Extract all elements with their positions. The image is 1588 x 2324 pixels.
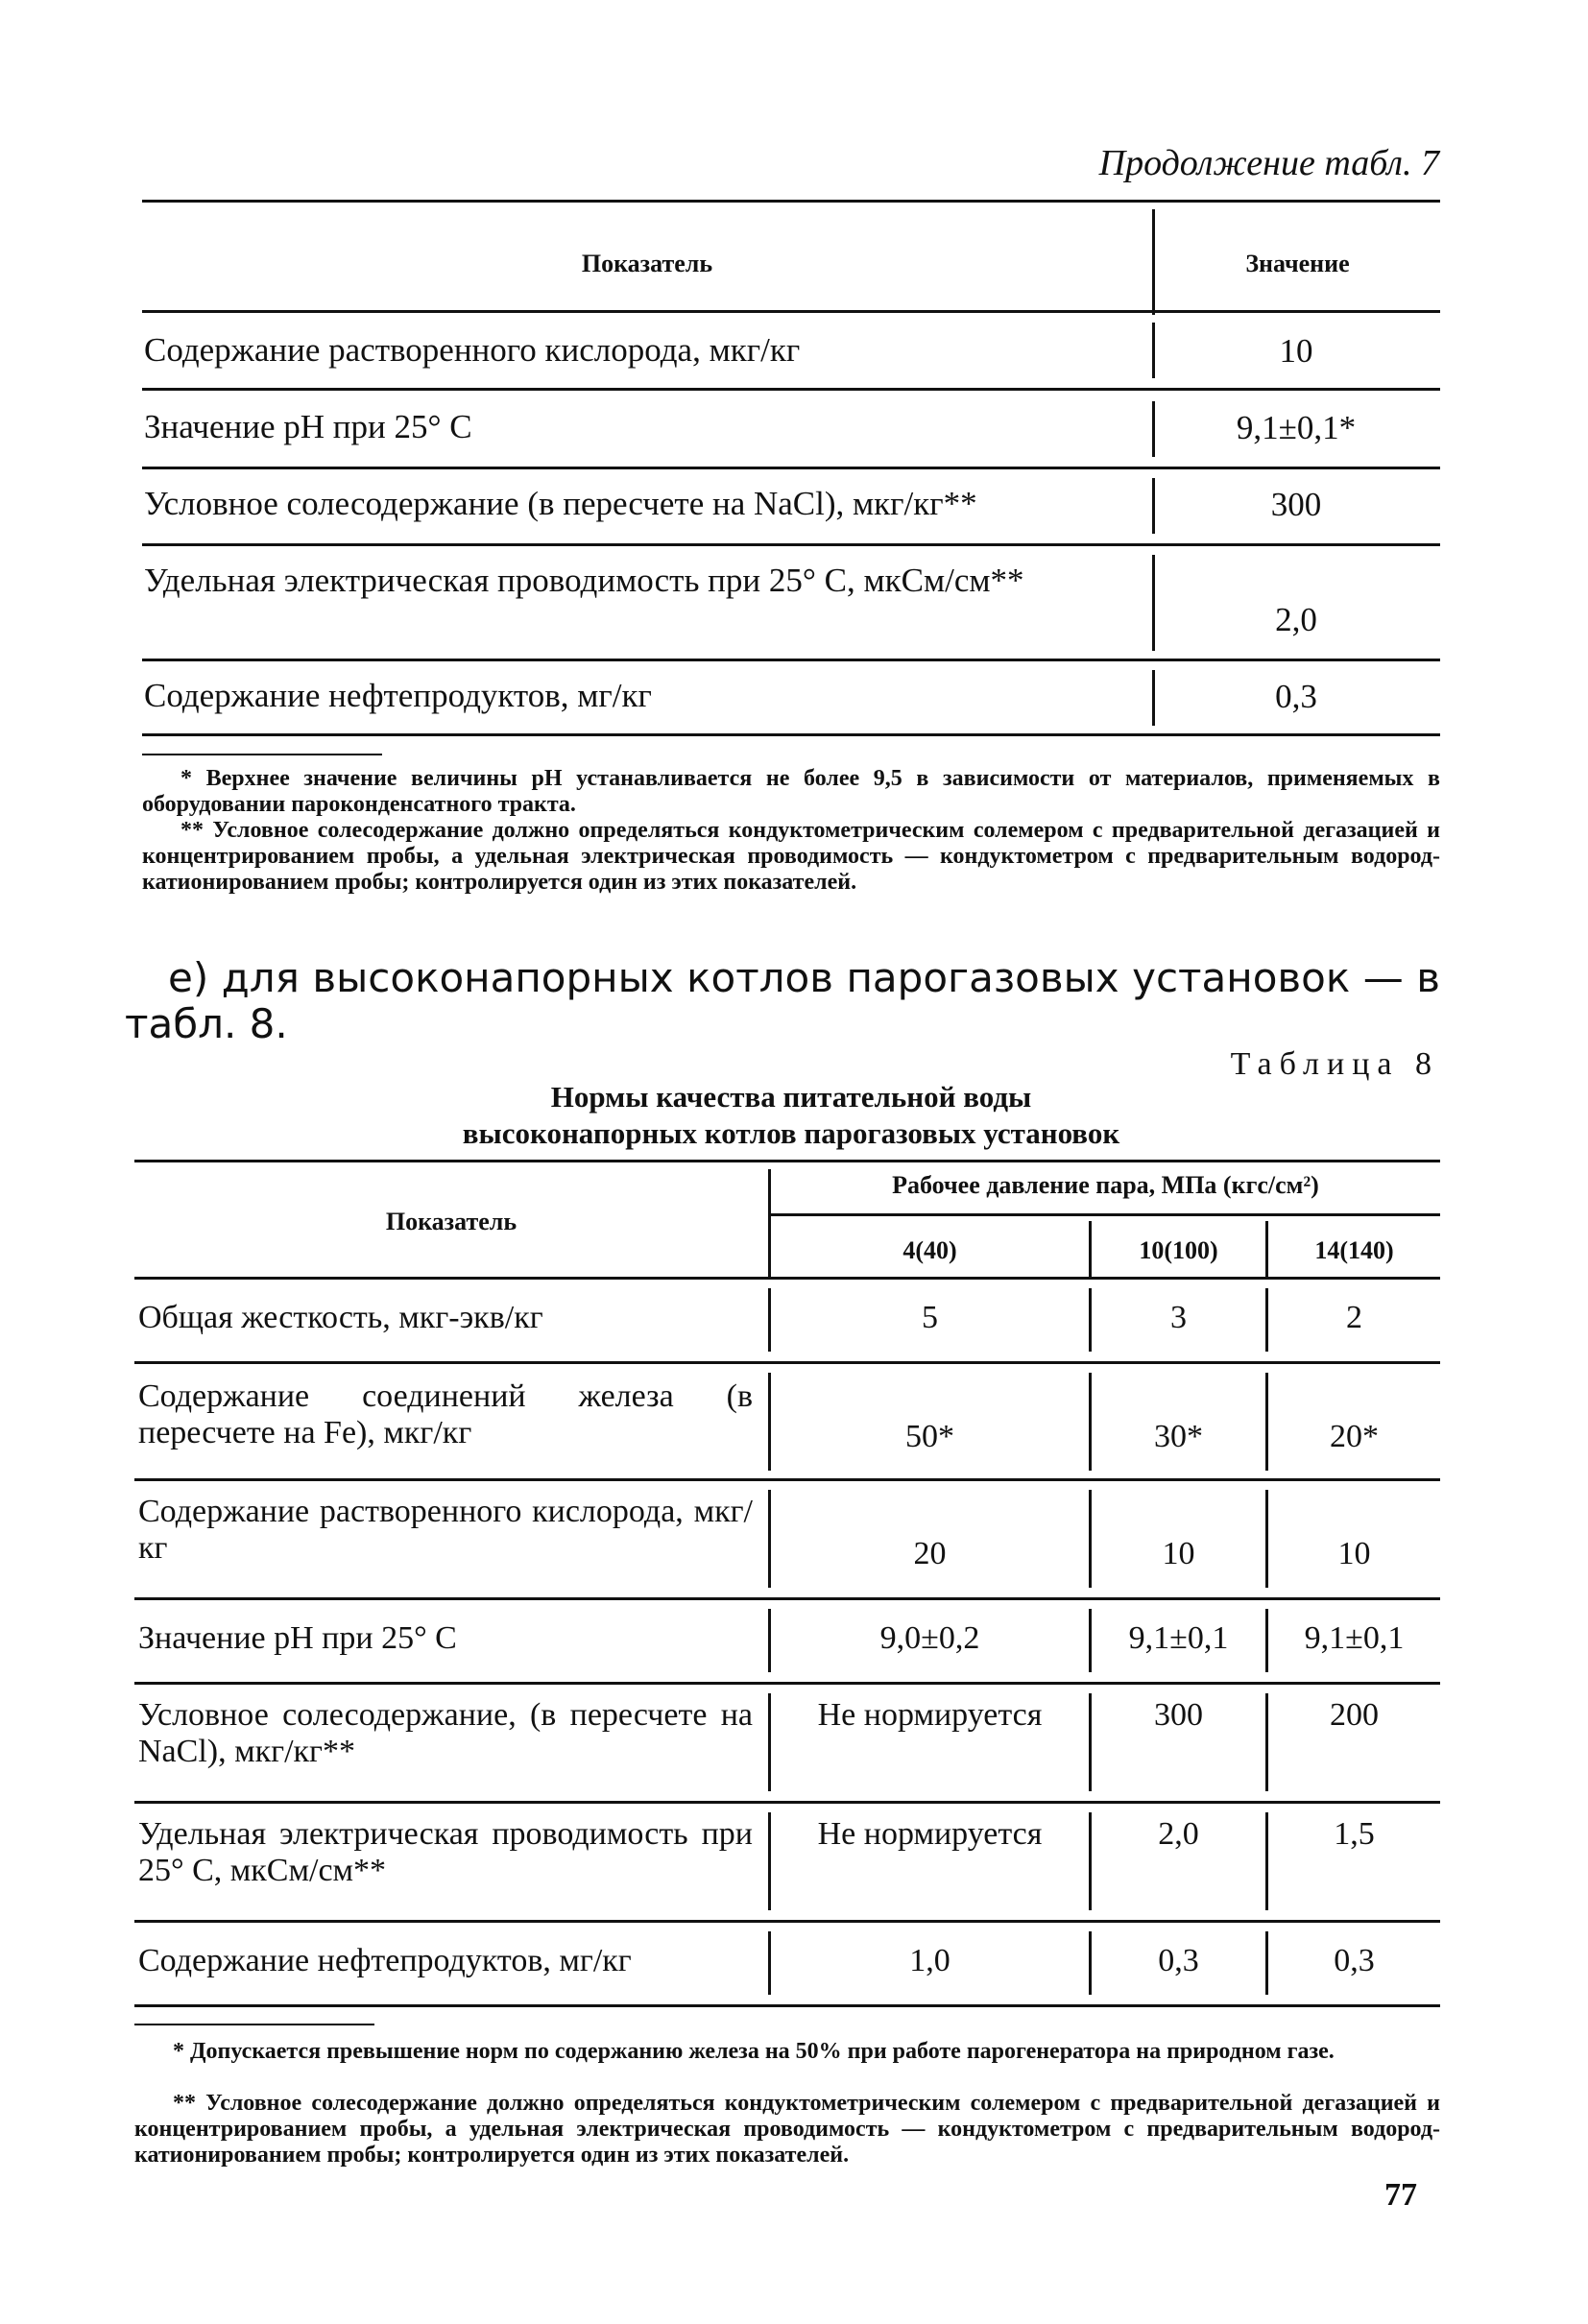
table7-row-value: 9,1±0,1*: [1236, 409, 1357, 446]
table7-row-value: 300: [1270, 486, 1322, 523]
table8-cell: Не нормируется: [817, 1816, 1043, 1852]
table8-row-label: Общая жесткость, мкг-экв/кг: [138, 1300, 543, 1335]
table7-footnote-2: ** Условное солесодержание должно определяться кондуктометрическим солемером с предварительной дегазацией и концентрированием пробы, а удельная электрическая проводимость — кондуктометром с предварительным водород-катионированием пробы; контролируется один из этих показателей.: [142, 818, 1440, 895]
table8-cell: 20*: [1330, 1419, 1379, 1454]
table7-header-value: Значение: [1245, 250, 1350, 277]
table8-pressure-2: 10(100): [1139, 1236, 1218, 1264]
table8-cell: 9,1±0,1: [1304, 1620, 1405, 1656]
table7-row-value: 0,3: [1275, 678, 1317, 715]
table8-cell: 3: [1170, 1300, 1187, 1335]
table8-cell: 9,0±0,2: [879, 1620, 980, 1656]
table8-cell: 9,1±0,1: [1128, 1620, 1229, 1656]
table8-footnote-2: ** Условное солесодержание должно определяться кондуктометрическим солемером с предварительной дегазацией и концентрированием пробы, а удельная электрическая проводимость — кондуктометром с предварительным водород-катионированием пробы; контролируется один из этих показателей.: [134, 2091, 1440, 2168]
table8-cell: 0,3: [1334, 1943, 1375, 1978]
table7-row-label: Содержание растворенного кислорода, мкг/кг: [144, 331, 801, 369]
table8-cell: 1,0: [909, 1943, 950, 1978]
page-number: 77: [1384, 2177, 1417, 2213]
table8-cell: 20: [913, 1536, 947, 1571]
table-8: [134, 1160, 1440, 2120]
table7-row-label: Удельная электрическая проводимость при 25° С, мкСм/см**: [144, 562, 1024, 599]
table8-cell: 2,0: [1158, 1816, 1199, 1852]
table7-row-value: 10: [1279, 332, 1313, 370]
table8-cell: 2: [1346, 1300, 1362, 1335]
table8-label: Таблица 8: [1230, 1046, 1439, 1082]
table8-title-line2: высоконапорных котлов парогазовых установок: [462, 1116, 1120, 1150]
table7-header-indicator: Показатель: [581, 250, 713, 277]
table8-footnote-1: * Допускается превышение норм по содержанию железа на 50% при работе парогенератора на природном газе.: [173, 2039, 1335, 2064]
table8-row-label: Условное солесодержание, (в пересчете на NaCl), мкг/кг**: [138, 1697, 753, 1769]
table8-cell: Не нормируется: [817, 1697, 1043, 1733]
table8-header-indicator: Показатель: [385, 1208, 517, 1235]
table8-pressure-3: 14(140): [1314, 1236, 1394, 1264]
table7-row-label: Содержание нефтепродуктов, мг/кг: [144, 677, 652, 714]
table8-row-label: Значение pH при 25° С: [138, 1620, 457, 1656]
table8-row-label: Содержание нефтепродуктов, мг/кг: [138, 1943, 632, 1978]
table7-row-value: 2,0: [1275, 601, 1317, 638]
table-continuation-caption: Продолжение табл. 7: [1098, 143, 1439, 183]
table7-footnote-1: * Верхнее значение величины pH устанавливается не более 9,5 в зависимости от материалов, применяемых в оборудовании пароконденсатного тракта.: [142, 766, 1440, 817]
table8-cell: 10: [1337, 1536, 1371, 1571]
table-7: [142, 200, 1440, 737]
table8-cell: 0,3: [1158, 1943, 1199, 1978]
table8-pressure-1: 4(40): [902, 1236, 957, 1264]
table8-title-line1: Нормы качества питательной воды: [550, 1080, 1032, 1114]
table8-cell: 1,5: [1334, 1816, 1375, 1852]
table8-cell: 200: [1330, 1697, 1379, 1733]
table7-row-label: Условное солесодержание (в пересчете на NaCl), мкг/кг**: [144, 485, 977, 522]
table8-cell: 300: [1154, 1697, 1203, 1733]
table8-row-label: Удельная электрическая проводимость при 25° С, мкСм/см**: [138, 1816, 753, 1888]
table8-cell: 5: [922, 1300, 938, 1335]
table7-row-label: Значение pH при 25° С: [144, 408, 472, 445]
body-paragraph: е) для высоконапорных котлов парогазовых установок — в табл. 8.: [125, 954, 1440, 1047]
table8-cell: 50*: [905, 1419, 954, 1454]
table8-cell: 10: [1162, 1536, 1195, 1571]
table8-row-label: Содержание растворенного кислорода, мкг/кг: [138, 1494, 753, 1566]
table8-cell: 30*: [1154, 1419, 1203, 1454]
table8-header-pressure: Рабочее давление пара, МПа (кгс/см²): [892, 1171, 1319, 1199]
table8-row-label: Содержание соединений железа (в пересчете на Fe), мкг/кг: [138, 1378, 753, 1450]
